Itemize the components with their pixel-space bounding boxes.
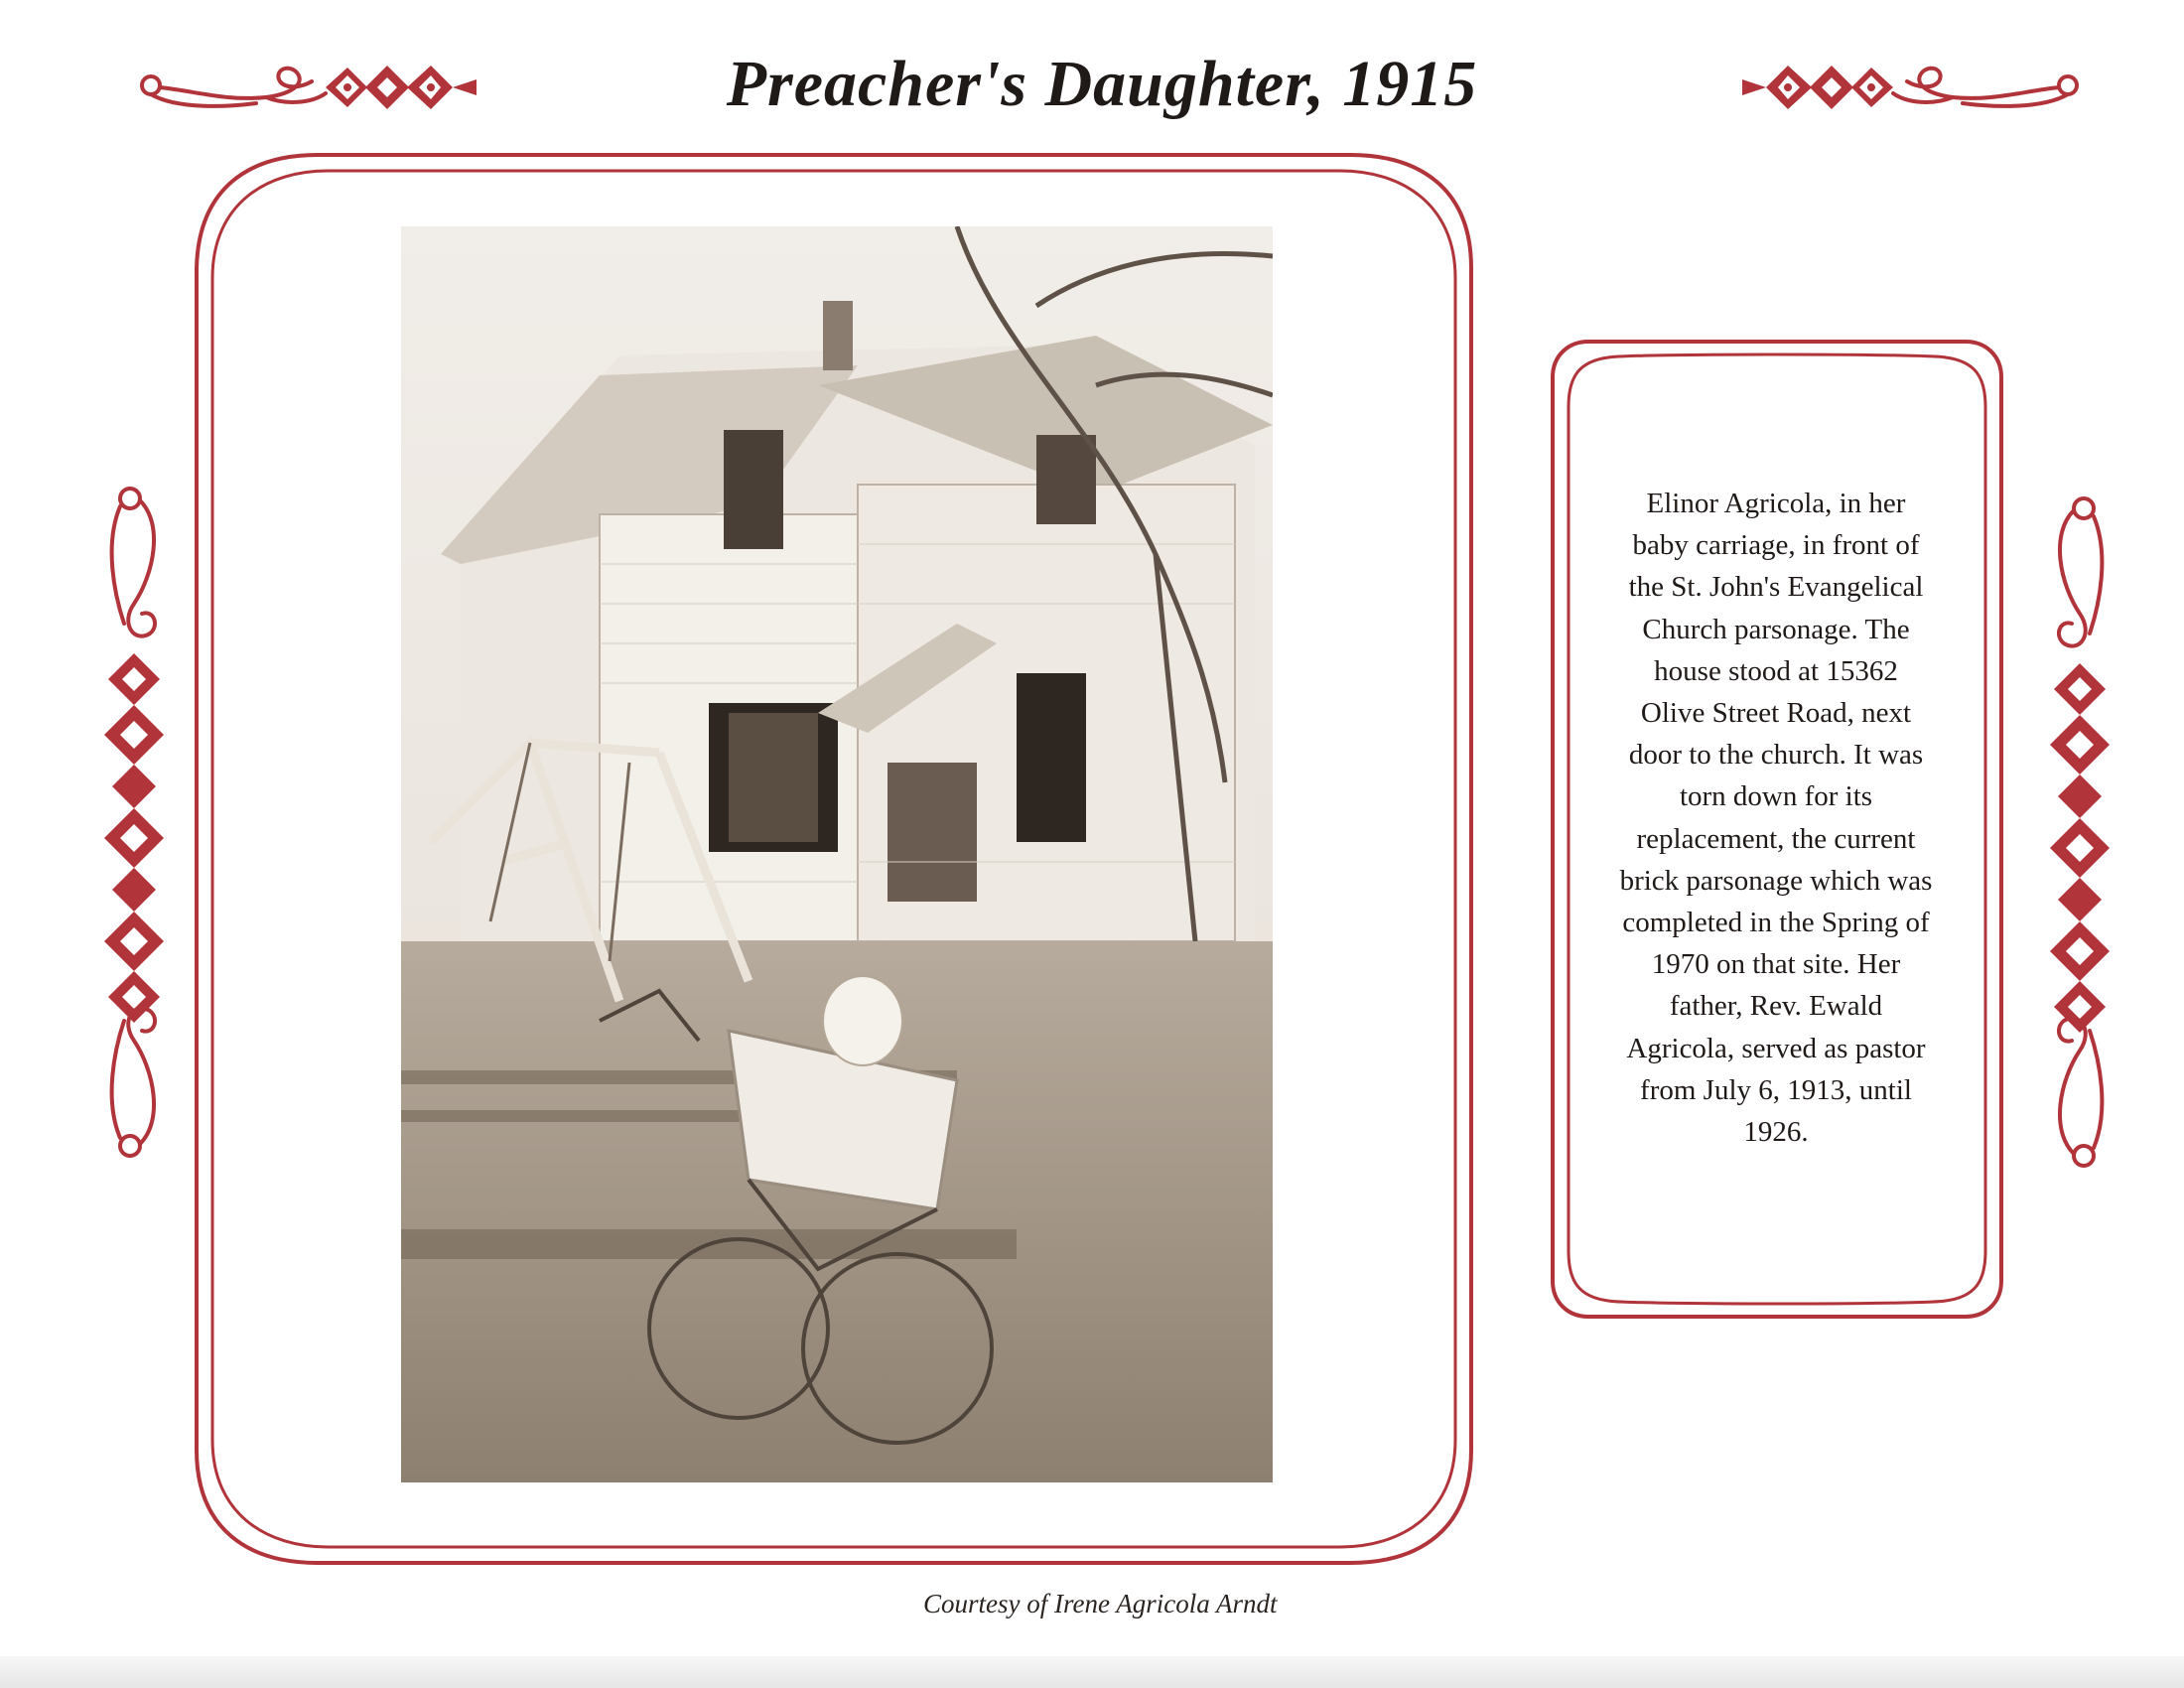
caption-line: Olive Street Road, next — [1640, 697, 1912, 730]
caption-line: Church parsonage. The — [1642, 613, 1910, 645]
caption-line: from July 6, 1913, until — [1640, 1073, 1912, 1106]
scroll-ornament-icon — [94, 485, 174, 1160]
caption-line: father, Rev. Ewald — [1669, 990, 1883, 1023]
parsonage-photo — [401, 226, 1273, 1482]
caption-line: Elinor Agricola, in her — [1646, 488, 1906, 519]
scroll-ornament-icon — [2040, 494, 2119, 1170]
caption-line: torn down for its — [1679, 780, 1873, 813]
caption-line: completed in the Spring of — [1622, 907, 1930, 939]
scan-edge — [0, 1656, 2184, 1688]
caption-line: Agricola, served as pastor — [1626, 1032, 1926, 1064]
scroll-ornament-icon — [1739, 58, 2082, 117]
caption-line: 1926. — [1743, 1116, 1809, 1149]
caption-line: 1970 on that site. Her — [1651, 948, 1901, 981]
caption-line: door to the church. It was — [1628, 739, 1924, 772]
photo-credit: Courtesy of Irene Agricola Arndt — [923, 1589, 1278, 1618]
caption-line: brick parsonage which was — [1619, 864, 1933, 897]
caption-line: the St. John's Evangelical — [1628, 571, 1924, 604]
caption-line: replacement, the current — [1636, 822, 1916, 855]
scroll-ornament-icon — [137, 58, 479, 117]
caption-line: baby carriage, in front of — [1632, 529, 1920, 562]
page-title: Preacher's Daughter, 1915 — [726, 48, 1478, 120]
caption-line: house stood at 15362 — [1654, 654, 1898, 687]
photo-caption — [1586, 483, 1966, 1153]
